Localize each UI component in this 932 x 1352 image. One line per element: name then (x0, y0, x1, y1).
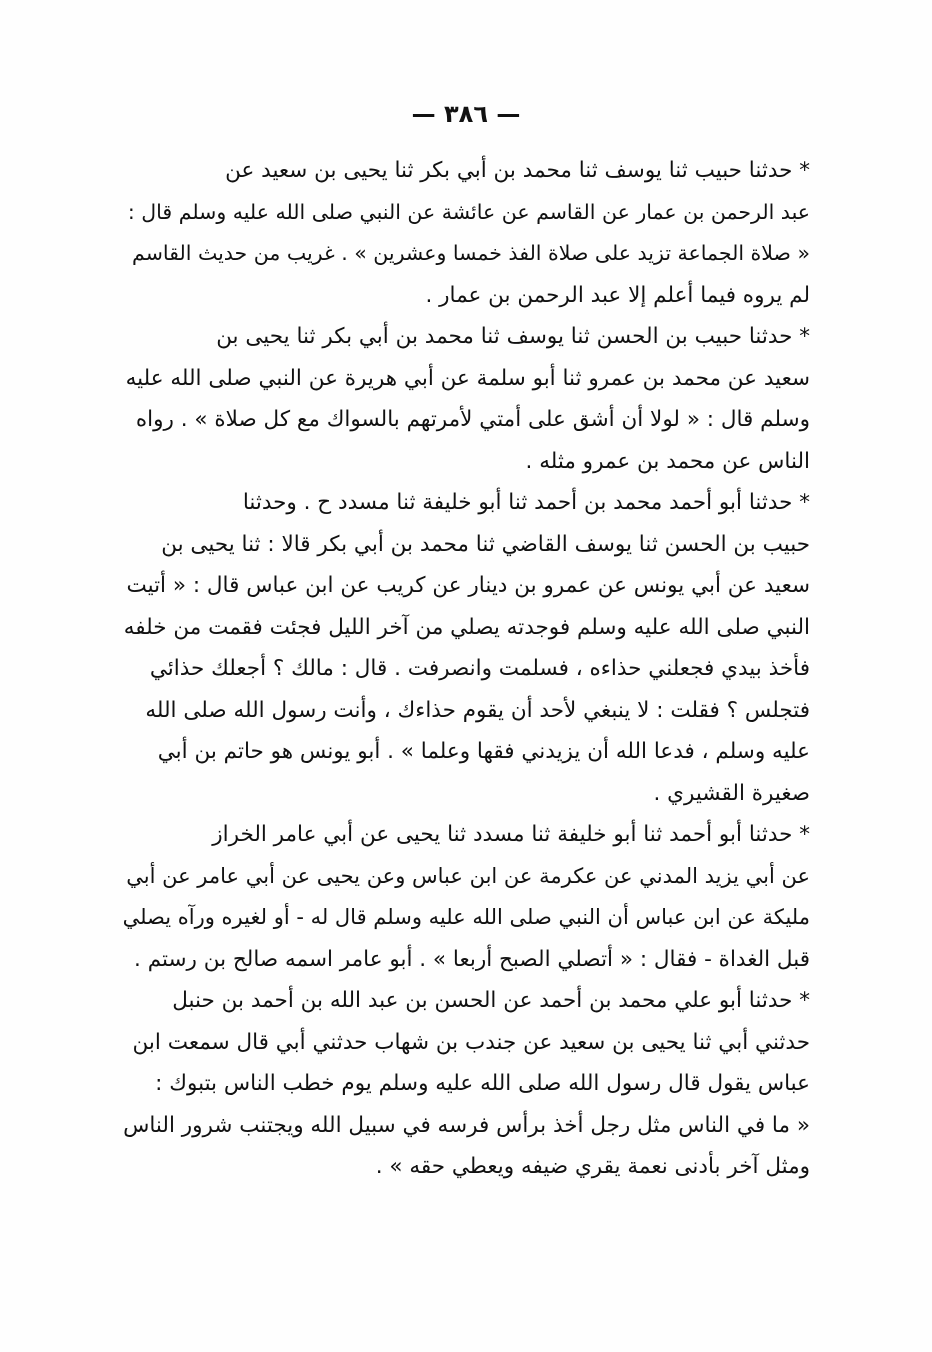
text-line: * حدثنا أبو أحمد محمد بن أحمد ثنا أبو خليفة ثنا مسدد ح . وحدثنا (242, 490, 810, 515)
text-line: ومثل آخر بأدنى نعمة يقري ضيفه ويعطي حقه » . (375, 1154, 810, 1179)
paragraph-1 (120, 150, 810, 316)
text-line: فتجلس ؟ فقلت : لا ينبغي لأحد أن يقوم حذاءك ، وأنت رسول الله صلى الله (145, 697, 810, 723)
text-body (120, 150, 810, 1188)
paragraph-2 (120, 316, 810, 482)
text-line: صغيرة القشيري . (653, 780, 810, 806)
text-line: * حدثنا أبو علي محمد بن أحمد عن الحسن بن عبد الله بن أحمد بن حنبل (172, 988, 810, 1013)
paragraph-5 (120, 980, 810, 1188)
text-line: * حدثنا أبو أحمد ثنا أبو خليفة ثنا مسدد ثنا يحيى عن أبي عامر الخراز (212, 822, 810, 847)
page-number: — ٣٨٦ — (411, 100, 521, 128)
text-line: فأخذ بيدي فجعلني حذاءه ، فسلمت وانصرفت . قال : مالك ؟ أجعلك حذائي (149, 656, 810, 681)
text-line: « صلاة الجماعة تزيد على صلاة الفذ خمسا وعشرين » . غريب من حديث القاسم (132, 241, 810, 265)
text-line: « ما في الناس مثل رجل أخذ برأس فرسه في سبيل الله ويجتنب شرور الناس (123, 1112, 810, 1138)
text-line: مليكة عن ابن عباس أن النبي صلى الله عليه وسلم قال له - أو لغيره ورآه يصلي (122, 905, 810, 929)
text-line: الناس عن محمد بن عمرو مثله . (525, 448, 810, 474)
text-line: * حدثنا حبيب بن الحسن ثنا يوسف ثنا محمد بن أبي بكر ثنا يحيى بن (216, 324, 810, 349)
text-line: لم يروه فيما أعلم إلا عبد الرحمن بن عمار . (425, 282, 810, 308)
text-line: النبي صلى الله عليه وسلم فوجدته يصلي من آخر الليل فجئت فقمت من خلفه (123, 614, 810, 640)
text-line: سعيد عن أبي يونس عن عمرو بن دينار عن كريب عن ابن عباس قال : « أتيت (126, 573, 810, 598)
paragraph-4 (120, 814, 810, 980)
text-line: حبيب بن الحسن ثنا يوسف القاضي ثنا محمد بن أبي بكر قالا : ثنا يحيى بن (161, 531, 810, 557)
text-line: عبد الرحمن بن عمار عن القاسم عن عائشة عن النبي صلى الله عليه وسلم قال : (127, 199, 810, 224)
text-line: عليه وسلم ، فدعا الله أن يزيدني فقها وعلما » . أبو يونس هو حاتم بن أبي (157, 739, 810, 764)
text-line: عباس يقول قال رسول الله صلى الله عليه وسلم يوم خطب الناس بتبوك : (155, 1071, 810, 1096)
text-line: عن أبي يزيد المدني عن عكرمة عن ابن عباس وعن يحيى عن أبي عامر عن أبي (126, 863, 810, 888)
text-line: وسلم قال : « لولا أن أشق على أمتي لأمرتهم بالسواك مع كل صلاة » . رواه (135, 407, 810, 432)
paragraph-3 (120, 482, 810, 814)
text-line: حدثني أبي ثنا يحيى بن سعيد عن جندب بن شهاب حدثني أبي قال سمعت ابن (132, 1029, 810, 1055)
text-line: قبل الغداة - فقال : « أتصلي الصبح أربعا » . أبو عامر اسمه صالح بن رستم . (134, 946, 810, 972)
text-line: * حدثنا حبيب ثنا يوسف ثنا محمد بن أبي بكر ثنا يحيى بن سعيد عن (225, 158, 810, 183)
text-line: سعيد عن محمد بن عمرو ثنا أبو سلمة عن أبي هريرة عن النبي صلى الله عليه (125, 365, 810, 391)
